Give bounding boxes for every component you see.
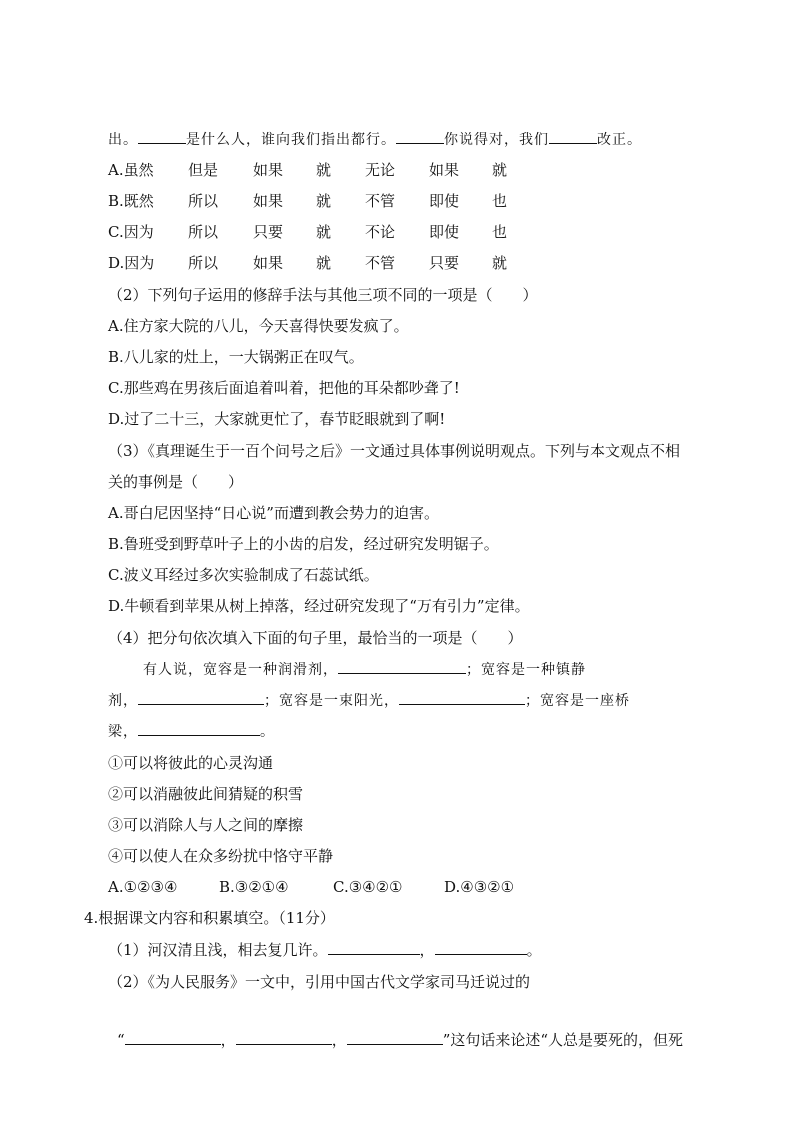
option-word: 无论 — [365, 161, 396, 179]
q3-4-answer-b: B.③②①④ — [219, 878, 289, 896]
answer-blank[interactable] — [399, 690, 525, 705]
q3-4-passage-line1 — [143, 659, 586, 680]
q3-3-stem-line2: 关的事例是（ ） — [108, 473, 244, 491]
clause-4: ④可以使人在众多纷扰中恪守平静 — [108, 847, 334, 865]
answer-blank[interactable] — [347, 1030, 443, 1045]
option-word: 就 — [316, 192, 332, 210]
option-letter: A. — [108, 161, 124, 179]
option-word: 虽然 — [123, 161, 154, 179]
clause-2: ②可以消融彼此间猜疑的积雪 — [108, 785, 304, 803]
option-word: 也 — [492, 192, 508, 210]
item-text: ， — [419, 941, 435, 959]
item-text: ， — [220, 1031, 236, 1049]
option-row-a — [108, 160, 508, 180]
option-letter: C. — [108, 223, 124, 241]
q3-4-answer-a: A.①②③④ — [108, 878, 178, 896]
option-letter: B. — [108, 192, 124, 210]
option-word: 就 — [316, 223, 332, 241]
option-word: 就 — [316, 254, 332, 272]
sentence-part: 改正。 — [597, 132, 642, 148]
q3-4-stem: （4）把分句依次填入下面的句子里，最恰当的一项是（ ） — [108, 629, 523, 647]
option-word: 即使 — [429, 223, 460, 241]
option-word: 既然 — [123, 192, 154, 210]
option-word: 只要 — [253, 223, 284, 241]
q3-2-option-a: A.住方家大院的八儿，今天喜得快要发疯了。 — [108, 317, 409, 335]
answer-blank[interactable] — [236, 1030, 332, 1045]
option-word: 也 — [492, 223, 508, 241]
option-word: 因为 — [123, 223, 154, 241]
option-word: 所以 — [188, 254, 219, 272]
q3-3-stem-line1: （3）《真理诞生于一百个问号之后》一文通过具体事例说明观点。下列与本文观点不相 — [108, 442, 681, 460]
answer-blank[interactable] — [549, 129, 597, 144]
passage-text: ；宽容是一座桥 — [525, 693, 630, 709]
option-word: 即使 — [429, 192, 460, 210]
option-row-d — [108, 253, 508, 273]
item-text: 。 — [526, 941, 542, 959]
q4-item2-line2 — [117, 1030, 683, 1050]
option-word: 所以 — [188, 223, 219, 241]
clause-1: ①可以将彼此的心灵沟通 — [108, 754, 274, 772]
sentence-part: 你说得对，我们 — [444, 132, 549, 148]
q3-4-passage-line3 — [108, 721, 275, 742]
q3-3-option-a: A.哥白尼因坚持“日心说”而遭到教会势力的迫害。 — [108, 504, 439, 522]
item-text: “ — [117, 1031, 125, 1049]
option-word: 就 — [316, 161, 332, 179]
clause-3: ③可以消除人与人之间的摩擦 — [108, 816, 304, 834]
q3-4-passage-line2 — [108, 690, 630, 711]
answer-blank[interactable] — [125, 1030, 221, 1045]
sentence-part: 出。 — [108, 132, 138, 148]
q4-title: 4.根据课文内容和积累填空。（11分） — [84, 909, 335, 927]
item-text: （1）河汉清且浅，相去复几许。 — [108, 941, 328, 959]
option-letter: D. — [108, 254, 125, 272]
passage-text: ；宽容是一束阳光， — [264, 693, 399, 709]
q3-3-option-b: B.鲁班受到野草叶子上的小齿的启发，经过研究发明锯子。 — [108, 535, 499, 553]
option-word: 不论 — [365, 223, 396, 241]
q3-1-sentence — [108, 129, 642, 150]
answer-blank[interactable] — [328, 940, 420, 955]
q3-2-stem: （2）下列句子运用的修辞手法与其他三项不同的一项是（ ） — [108, 286, 538, 304]
option-word: 如果 — [429, 161, 460, 179]
option-word: 如果 — [253, 192, 284, 210]
q4-item2-line1: （2）《为人民服务》一文中，引用中国古代文学家司马迁说过的 — [108, 973, 531, 991]
option-word: 因为 — [124, 254, 155, 272]
answer-blank[interactable] — [338, 659, 466, 674]
answer-blank[interactable] — [138, 129, 186, 144]
q3-2-option-d: D.过了二十三，大家就更忙了，春节眨眼就到了啊! — [108, 410, 446, 428]
option-row-b — [108, 191, 508, 211]
q3-2-option-b: B.八儿家的灶上，一大锅粥正在叹气。 — [108, 348, 364, 366]
option-word: 不管 — [365, 254, 396, 272]
sentence-part: 是什么人，谁向我们指出都行。 — [186, 132, 396, 148]
option-word: 如果 — [253, 161, 284, 179]
option-word: 但是 — [188, 161, 219, 179]
q3-4-answer-d: D.④③②① — [444, 878, 515, 896]
option-word: 如果 — [253, 254, 284, 272]
q3-4-answer-c: C.③④②① — [333, 878, 403, 896]
option-word: 不管 — [365, 192, 396, 210]
q3-3-option-c: C.波义耳经过多次实验制成了石蕊试纸。 — [108, 566, 379, 584]
passage-text: ；宽容是一种镇静 — [466, 662, 586, 678]
passage-text: 剂， — [108, 693, 138, 709]
passage-text: 。 — [260, 724, 275, 740]
item-text: ”这句话来论述“人总是要死的，但死 — [442, 1031, 684, 1049]
answer-blank[interactable] — [396, 129, 444, 144]
option-word: 所以 — [188, 192, 219, 210]
passage-text: 梁， — [108, 724, 138, 740]
option-word: 就 — [492, 161, 508, 179]
q3-2-option-c: C.那些鸡在男孩后面追着叫着，把他的耳朵都吵聋了! — [108, 379, 460, 397]
passage-text: 有人说，宽容是一种润滑剂， — [143, 662, 338, 678]
option-word: 就 — [492, 254, 508, 272]
answer-blank[interactable] — [138, 721, 260, 736]
answer-blank[interactable] — [435, 940, 527, 955]
answer-blank[interactable] — [138, 690, 264, 705]
option-row-c — [108, 222, 508, 242]
option-word: 只要 — [429, 254, 460, 272]
item-text: ， — [331, 1031, 347, 1049]
q4-item1 — [108, 940, 542, 960]
q3-3-option-d: D.牛顿看到苹果从树上掉落，经过研究发现了“万有引力”定律。 — [108, 597, 530, 615]
